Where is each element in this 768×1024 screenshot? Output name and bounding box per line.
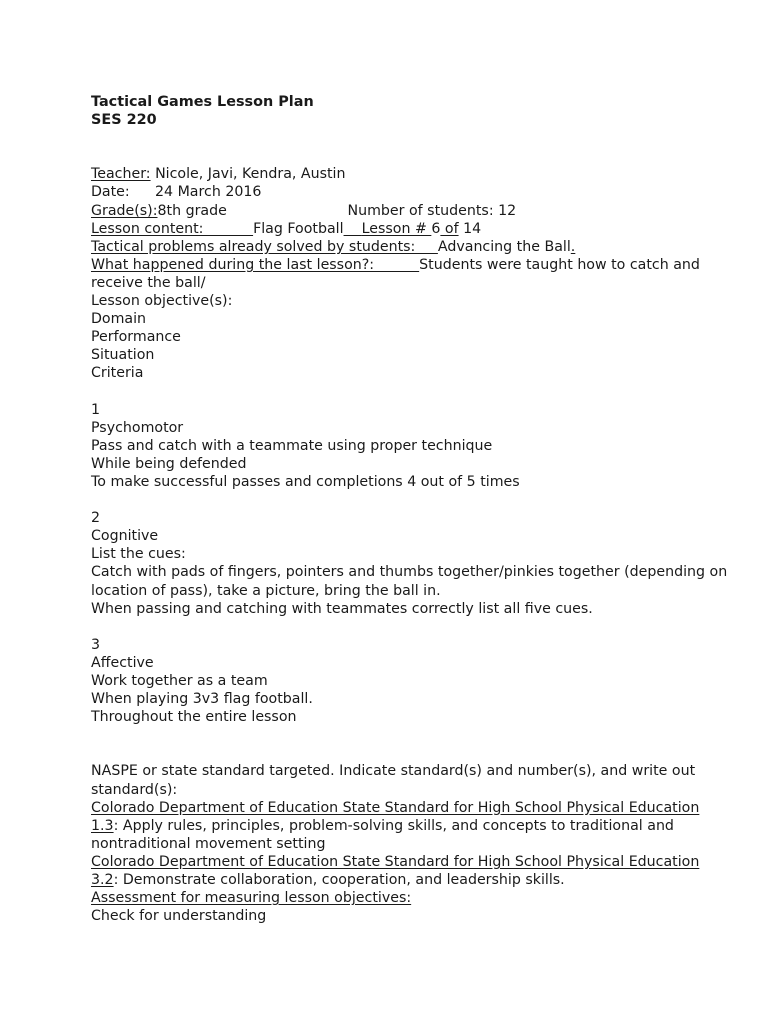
assessment-label: Assessment for measuring lesson objectives: bbox=[91, 890, 412, 907]
objective-criteria: To make successful passes and completions 4 out of 5 times bbox=[91, 473, 520, 490]
standard-1-link[interactable]: Colorado Department of Education State Standard for High School Physical Education 1.3 bbox=[91, 799, 700, 834]
lesson-number-label: Lesson # bbox=[361, 220, 432, 237]
date-row bbox=[91, 183, 731, 201]
standard-2 bbox=[91, 853, 731, 889]
objective-performance: List the cues: bbox=[91, 546, 186, 563]
lesson-plan-document bbox=[91, 93, 731, 925]
objective-situation: While being defended bbox=[91, 455, 247, 472]
lesson-content-row bbox=[91, 220, 731, 238]
objective-2 bbox=[91, 509, 731, 618]
objective-number: 1 bbox=[91, 401, 101, 418]
objective-criteria: Throughout the entire lesson bbox=[91, 709, 297, 726]
objective-number: 2 bbox=[91, 510, 101, 527]
document-title: Tactical Games Lesson Plan bbox=[91, 94, 314, 110]
objective-performance: Work together as a team bbox=[91, 673, 268, 689]
objective-situation: When playing 3v3 flag football. bbox=[91, 691, 313, 708]
standard-1-text: : Apply rules, principles, problem-solving skills, and concepts to traditional and nontraditional movement setting bbox=[91, 817, 674, 852]
standard-2-link[interactable]: Colorado Department of Education State Standard for High School Physical Education 3.2 bbox=[91, 853, 700, 889]
standards-intro: NASPE or state standard targeted. Indicate standard(s) and number(s), and write out standard(s): bbox=[91, 763, 696, 798]
tactical-problems-label: Tactical problems already solved by students: bbox=[91, 238, 438, 255]
objectives-situation-heading: Situation bbox=[91, 347, 155, 364]
objective-situation: Catch with pads of fingers, pointers and thumbs together/pinkies together (depending on location of pass), take a picture, bring the ball in. bbox=[91, 564, 728, 599]
students-count: Number of students: 12 bbox=[347, 202, 517, 219]
lesson-number: 6 bbox=[431, 220, 441, 237]
objectives-performance-heading: Performance bbox=[91, 329, 181, 346]
lesson-content-value: Flag Football bbox=[253, 220, 344, 237]
last-lesson-row bbox=[91, 256, 731, 292]
objectives-criteria-heading: Criteria bbox=[91, 365, 144, 382]
grade-value: 8th grade bbox=[157, 202, 227, 219]
teacher-value: Nicole, Javi, Kendra, Austin bbox=[150, 166, 346, 183]
objective-1 bbox=[91, 401, 731, 491]
lesson-content-label: Lesson content: bbox=[91, 220, 254, 237]
standard-2-text: : Demonstrate collaboration, cooperation, and leadership skills. bbox=[113, 872, 565, 889]
objectives-domain-heading: Domain bbox=[91, 311, 147, 328]
lesson-total: 14 bbox=[458, 220, 482, 237]
last-lesson-label: What happened during the last lesson?: bbox=[91, 256, 420, 273]
tactical-problems-value: Advancing the Ball bbox=[437, 238, 571, 255]
tactical-problems-row: Tactical problems already solved by students: Advancing the Ball. bbox=[91, 238, 576, 255]
objectives-heading: Lesson objective(s): bbox=[91, 293, 233, 310]
grade-row bbox=[91, 202, 731, 220]
standard-1 bbox=[91, 799, 731, 853]
lesson-of: of bbox=[440, 220, 459, 237]
assessment-value: Check for understanding bbox=[91, 908, 267, 925]
objective-domain: Cognitive bbox=[91, 528, 159, 545]
objective-domain: Affective bbox=[91, 654, 154, 671]
objective-performance: Pass and catch with a teammate using proper technique bbox=[91, 437, 493, 454]
last-lesson-value: Students were taught how to catch and receive the ball/ bbox=[91, 256, 700, 291]
teacher-row bbox=[91, 165, 731, 183]
grade-label: Grade(s): bbox=[91, 202, 158, 219]
objective-domain: Psychomotor bbox=[91, 419, 184, 436]
date-label: Date: bbox=[91, 184, 130, 201]
date-value: 24 March 2016 bbox=[155, 184, 262, 201]
course-code: SES 220 bbox=[91, 112, 157, 129]
objective-3 bbox=[91, 636, 731, 726]
objective-number: 3 bbox=[91, 636, 101, 653]
objective-criteria: When passing and catching with teammates correctly list all five cues. bbox=[91, 600, 593, 617]
teacher-label: Teacher: bbox=[91, 166, 151, 183]
